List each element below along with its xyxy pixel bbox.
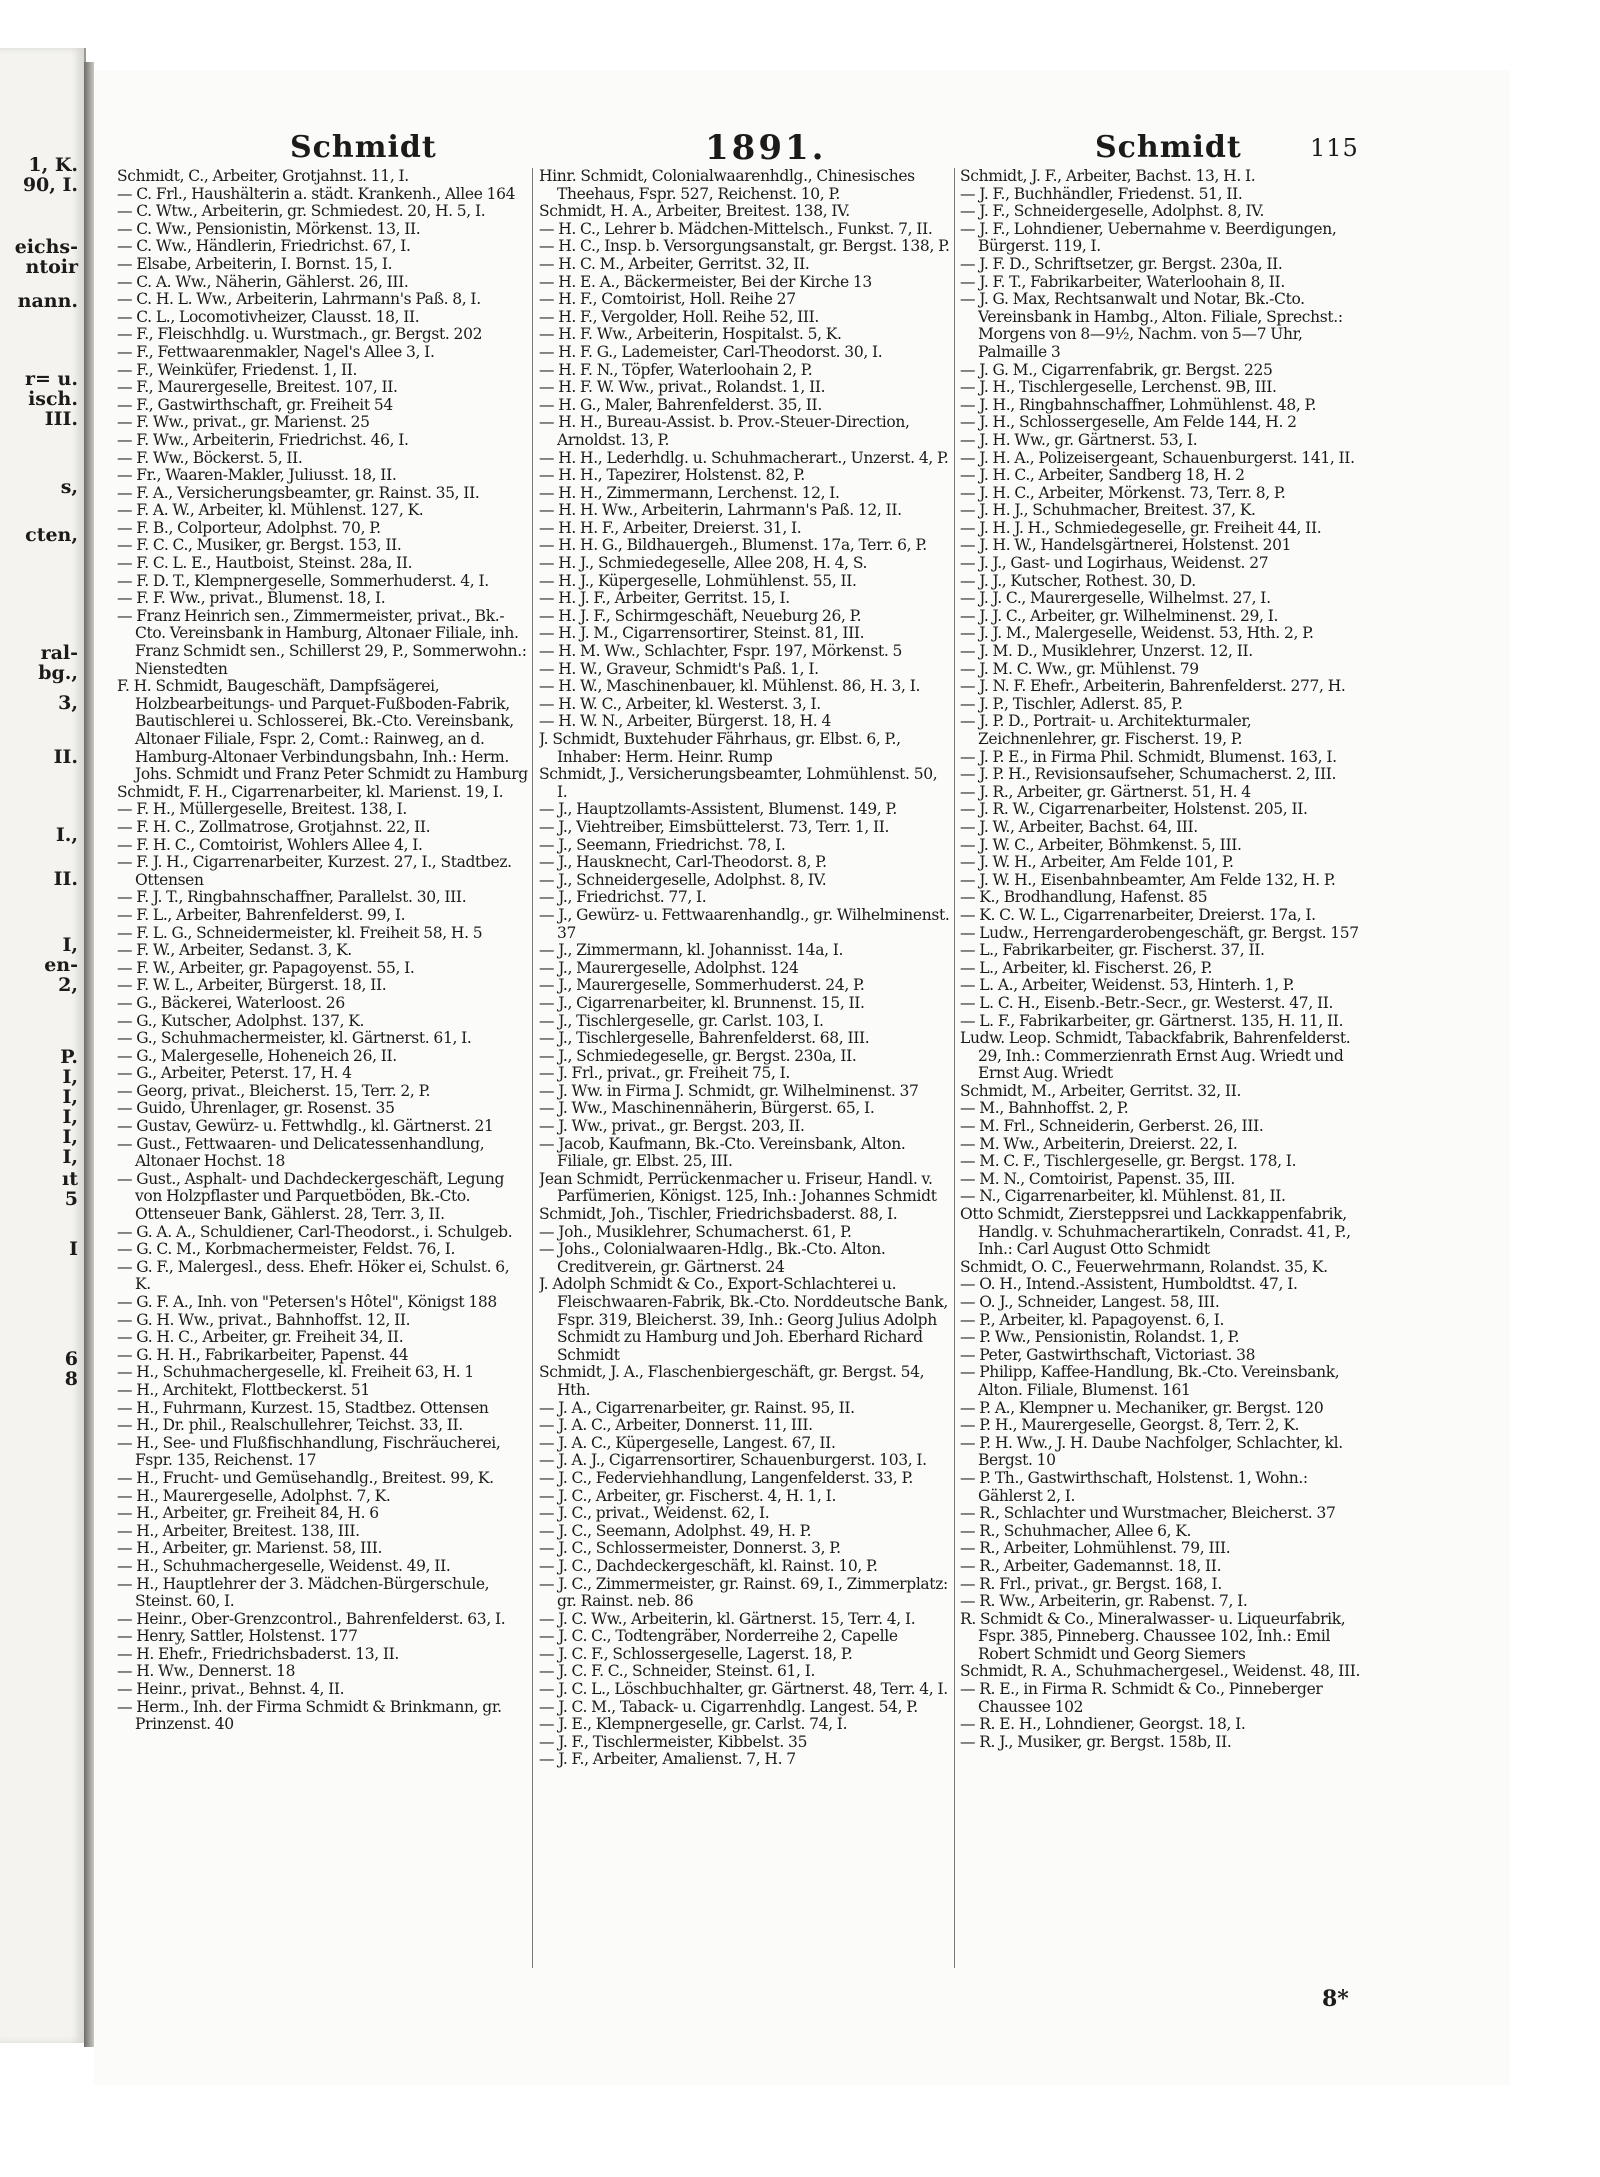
directory-entry: — J. H. C., Arbeiter, Sandberg 18, H. 2 <box>960 466 1245 485</box>
previous-page-fragment: II. <box>53 746 78 768</box>
directory-entry: — H., Maurergeselle, Adolphst. 7, K. <box>117 1486 391 1505</box>
directory-entry: — H. Ww., Dennerst. 18 <box>117 1662 296 1681</box>
directory-entry: — F. W. L., Arbeiter, Bürgerst. 18, II. <box>117 976 387 995</box>
directory-entry: — J. F., Arbeiter, Amalienst. 7, H. 7 <box>539 1750 796 1769</box>
directory-entry: — L., Fabrikarbeiter, gr. Fischerst. 37, II. <box>960 941 1265 960</box>
directory-entry: — F. W., Arbeiter, gr. Papagoyenst. 55, I. <box>117 958 415 977</box>
running-header-left: Schmidt <box>290 130 437 165</box>
directory-entry: Schmidt, J., Versicherungsbeamter, Lohmühlenst. 50, I. <box>539 765 938 801</box>
directory-entry: — G., Bäckerei, Waterloost. 26 <box>117 993 345 1012</box>
directory-entry: — J. C., privat., Weidenst. 62, I. <box>539 1504 770 1523</box>
directory-entry: — R., Schlachter und Wurstmacher, Bleicherst. 37 <box>960 1504 1336 1523</box>
previous-page-fragment: 8 <box>64 1368 78 1390</box>
directory-entry: — H. H. G., Bildhauergeh., Blumenst. 17a, Terr. 6, P. <box>539 536 927 555</box>
directory-entry: — J. H., Tischlergeselle, Lerchenst. 9B, III. <box>960 378 1277 397</box>
directory-entry: — H. W. C., Arbeiter, kl. Westerst. 3, I. <box>539 694 821 713</box>
directory-entry: — Guido, Uhrenlager, gr. Rosenst. 35 <box>117 1099 395 1118</box>
directory-entry: — J. C., Zimmermeister, gr. Rainst. 69, I., Zimmerplatz: gr. Rainst. neb. 86 <box>539 1574 948 1611</box>
directory-entry: — G. H. Ww., privat., Bahnhoffst. 12, II. <box>117 1310 411 1329</box>
directory-entry: — R., Schuhmacher, Allee 6, K. <box>960 1521 1192 1540</box>
directory-entry: — H., Architekt, Flottbeckerst. 51 <box>117 1380 370 1399</box>
directory-entry: — J. J., Kutscher, Rothest. 30, D. <box>960 571 1196 590</box>
directory-entry: — J. H. A., Polizeisergeant, Schauenburgerst. 141, II. <box>960 448 1355 467</box>
directory-entry: Jean Schmidt, Perrückenmacher u. Friseur, Handl. v. Parfümerien, Königst. 125, Inh.: Johannes Schmidt <box>539 1169 937 1206</box>
directory-entry: — J., Tischlergeselle, Bahrenfelderst. 68, III. <box>539 1029 870 1048</box>
directory-entry: — K., Brodhandlung, Hafenst. 85 <box>960 888 1208 907</box>
directory-entry: — R. J., Musiker, gr. Bergst. 158b, II. <box>960 1732 1232 1751</box>
directory-entry: — J. N. F. Ehefr., Arbeiterin, Bahrenfelderst. 277, H. <box>960 677 1346 696</box>
directory-entry: — H., Hauptlehrer der 3. Mädchen-Bürgerschule, Steinst. 60, I. <box>117 1574 490 1611</box>
previous-page-fragment: II. <box>53 868 78 890</box>
directory-entry: — J. A. J., Cigarrensortirer, Schauenburgerst. 103, I. <box>539 1451 927 1470</box>
directory-entry: — J., Maurergeselle, Adolphst. 124 <box>539 958 799 977</box>
previous-page-fragment: nann. <box>17 290 78 312</box>
directory-entry: Schmidt, O. C., Feuerwehrmann, Rolandst. 35, K. <box>960 1257 1328 1276</box>
directory-entry: — H. H., Lederhdlg. u. Schuhmacherart., Unzerst. 4, P. <box>539 448 949 467</box>
previous-page-fragment: isch. <box>28 388 78 410</box>
directory-entry: — L., Arbeiter, kl. Fischerst. 26, P. <box>960 958 1213 977</box>
directory-entry: — L. A., Arbeiter, Weidenst. 53, Hinterh. 1, P. <box>960 976 1295 995</box>
directory-entry: — J. J. C., Arbeiter, gr. Wilhelminenst. 29, I. <box>960 606 1279 625</box>
directory-entry: Otto Schmidt, Ziersteppsrei und Lackkappenfabrik, Handlg. v. Schuhmacherartikeln, Conradst. 41, P., Inh.: Carl August Otto Schmidt <box>960 1205 1351 1259</box>
previous-page-fragment: I., <box>55 824 78 846</box>
directory-entry: — J. C., Schlossermeister, Donnerst. 3, P. <box>539 1539 841 1558</box>
directory-entry: — J. Ww., privat., gr. Bergst. 203, II. <box>539 1117 805 1136</box>
directory-entry: — J. J. M., Malergeselle, Weidenst. 53, Hth. 2, P. <box>960 624 1314 643</box>
directory-entry: — J. Frl., privat., gr. Freiheit 75, I. <box>539 1064 791 1083</box>
directory-entry: — J. P. H., Revisionsaufseher, Schumacherst. 2, III. <box>960 765 1337 784</box>
directory-entry: — J., Cigarrenarbeiter, kl. Brunnenst. 15, II. <box>539 993 865 1012</box>
directory-entry: — H. G., Maler, Bahrenfelderst. 35, II. <box>539 395 822 414</box>
directory-entry: — H. J., Schmiedegeselle, Allee 208, H. 4, S. <box>539 554 868 573</box>
directory-entry: — H. J. F., Arbeiter, Gerritst. 15, I. <box>539 589 790 608</box>
directory-entry: Schmidt, Joh., Tischler, Friedrichsbaderst. 88, I. <box>539 1205 898 1224</box>
directory-entry: — H. F. N., Töpfer, Waterloohain 2, P. <box>539 360 813 379</box>
directory-entry: — H., Arbeiter, gr. Marienst. 58, III. <box>117 1539 383 1558</box>
directory-entry: — M. N., Comtoirist, Papenst. 35, III. <box>960 1169 1235 1188</box>
directory-entry: — F. Ww., privat., gr. Marienst. 25 <box>117 413 370 432</box>
previous-page-fragment: en- <box>44 954 78 976</box>
directory-entry: — Gustav, Gewürz- u. Fettwhdlg., kl. Gärtnerst. 21 <box>117 1117 494 1136</box>
directory-entry: — H. F., Comtoirist, Holl. Reihe 27 <box>539 290 796 309</box>
previous-page-fragment: s, <box>60 476 78 498</box>
directory-entry: — H. M. Ww., Schlachter, Fspr. 197, Mörkenst. 5 <box>539 642 903 661</box>
directory-entry: — H. F. W. Ww., privat., Rolandst. 1, II. <box>539 378 826 397</box>
previous-page-fragment: 90, I. <box>22 174 78 196</box>
directory-entry: — P., Arbeiter, kl. Papagoyenst. 6, I. <box>960 1310 1225 1329</box>
directory-entry: — F., Gastwirthschaft, gr. Freiheit 54 <box>117 395 393 414</box>
previous-page-fragment: ntoir <box>25 256 78 278</box>
directory-entry: — R. Frl., privat., gr. Bergst. 168, I. <box>960 1574 1222 1593</box>
directory-entry: — F. H. C., Comtoirist, Wohlers Allee 4, I. <box>117 835 423 854</box>
directory-entry: — R. Ww., Arbeiterin, gr. Rabenst. 7, I. <box>960 1592 1248 1611</box>
directory-entry: — H. W. N., Arbeiter, Bürgerst. 18, H. 4 <box>539 712 831 731</box>
column-3 <box>960 168 1368 1968</box>
previous-page-fragment: eichs- <box>14 236 78 258</box>
directory-entry: — Peter, Gastwirthschaft, Victoriast. 38 <box>960 1345 1256 1364</box>
previous-page-fragment: 6 <box>64 1348 78 1370</box>
directory-entry: — H. H., Zimmermann, Lerchenst. 12, I. <box>539 483 840 502</box>
directory-entry: — H. F., Vergolder, Holl. Reihe 52, III. <box>539 307 820 326</box>
directory-entry: — H. J. F., Schirmgeschäft, Neueburg 26, P. <box>539 606 862 625</box>
directory-entry: — G. A. A., Schuldiener, Carl-Theodorst., i. Schulgeb. <box>117 1222 513 1241</box>
directory-entry: — J., Maurergeselle, Sommerhuderst. 24, P. <box>539 976 865 995</box>
directory-entry: — J. H. Ww., gr. Gärtnerst. 53, I. <box>960 430 1198 449</box>
directory-entry: — Gust., Fettwaaren- und Delicatessenhandlung, Altonaer Hochst. 18 <box>117 1134 485 1171</box>
directory-entry: — J. R. W., Cigarrenarbeiter, Holstenst. 205, II. <box>960 800 1308 819</box>
directory-entry: — K. C. W. L., Cigarrenarbeiter, Dreierst. 17a, I. <box>960 905 1316 924</box>
directory-entry: — F., Fleischhdlg. u. Wurstmach., gr. Bergst. 202 <box>117 325 483 344</box>
directory-entry: Hinr. Schmidt, Colonialwaarenhdlg., Chinesisches Theehaus, Fspr. 527, Reichenst. 10, P. <box>539 168 915 203</box>
directory-entry: R. Schmidt & Co., Mineralwasser- u. Liqueurfabrik, Fspr. 385, Pinneberg. Chaussee 102, Inh.: Emil Robert Schmidt und Georg Siemers <box>960 1609 1346 1663</box>
directory-entry: — R., Arbeiter, Lohmühlenst. 79, III. <box>960 1539 1231 1558</box>
directory-entry: — H. C., Lehrer b. Mädchen-Mittelsch., Funkst. 7, II. <box>539 219 933 238</box>
directory-entry: Schmidt, H. A., Arbeiter, Breitest. 138, IV. <box>539 202 850 221</box>
directory-entry: — J. A., Cigarrenarbeiter, gr. Rainst. 95, II. <box>539 1398 855 1417</box>
directory-entry: — C. Ww., Händlerin, Friedrichst. 67, I. <box>117 237 411 256</box>
directory-entry: — J., Seemann, Friedrichst. 78, I. <box>539 835 786 854</box>
directory-entry: — C. A. Ww., Näherin, Gählerst. 26, III. <box>117 272 409 291</box>
directory-entry: — G. H. H., Fabrikarbeiter, Papenst. 44 <box>117 1345 409 1364</box>
directory-entry: — J. F., Lohndiener, Uebernahme v. Beerdigungen, Bürgerst. 119, I. <box>960 219 1337 256</box>
directory-entry: J. Schmidt, Buxtehuder Fährhaus, gr. Elbst. 6, P., Inhaber: Herm. Heinr. Rump <box>539 730 901 766</box>
directory-entry: — J. C. C., Todtengräber, Norderreihe 2, Capelle <box>539 1627 898 1646</box>
directory-entry: — Fr., Waaren-Makler, Juliusst. 18, II. <box>117 466 397 485</box>
directory-entry: — J. H. J. H., Schmiedegeselle, gr. Freiheit 44, II. <box>960 518 1322 537</box>
directory-entry: — J. F., Schneidergeselle, Adolphst. 8, IV. <box>960 202 1265 221</box>
directory-entry: — Joh., Musiklehrer, Schumacherst. 61, P. <box>539 1222 852 1241</box>
directory-entry: — G. C. M., Korbmachermeister, Feldst. 76, I. <box>117 1240 456 1259</box>
directory-entry: — J. G. M., Cigarrenfabrik, gr. Bergst. 225 <box>960 360 1273 379</box>
directory-entry: — Heinr., Ober-Grenzcontrol., Bahrenfelderst. 63, I. <box>117 1609 506 1628</box>
previous-page-fragment: bg., <box>38 662 78 684</box>
directory-entry: — J., Schneidergeselle, Adolphst. 8, IV. <box>539 870 827 889</box>
previous-page-fragment: ral- <box>40 642 78 664</box>
directory-entry: — J. C., Federviehhandlung, Langenfelderst. 33, P. <box>539 1468 913 1487</box>
directory-entry: — J. A. C., Arbeiter, Donnerst. 11, III. <box>539 1416 813 1435</box>
directory-entry: — J. J., Gast- und Logirhaus, Weidenst. 27 <box>960 554 1269 573</box>
directory-entry: — G., Arbeiter, Peterst. 17, H. 4 <box>117 1064 352 1083</box>
directory-entry: — H. C. M., Arbeiter, Gerritst. 32, II. <box>539 254 810 273</box>
previous-page-fragment: I, <box>62 1126 78 1148</box>
directory-entry: — J. Ww., Maschinennäherin, Bürgerst. 65, I. <box>539 1099 875 1118</box>
directory-entry: — H., Frucht- und Gemüsehandlg., Breitest. 99, K. <box>117 1468 494 1487</box>
directory-entry: — J., Gewürz- u. Fettwaarenhandlg., gr. Wilhelminenst. 37 <box>539 905 950 942</box>
directory-entry: — J. W. C., Arbeiter, Böhmkenst. 5, III. <box>960 835 1242 854</box>
directory-entry: — H. J., Küpergeselle, Lohmühlenst. 55, II. <box>539 571 857 590</box>
directory-entry: — C. Frl., Haushälterin a. städt. Krankenh., Allee 164 <box>117 184 516 203</box>
directory-entry: — J., Friedrichst. 77, I. <box>539 888 707 907</box>
directory-entry: — Ludw., Herrengarderobengeschäft, gr. Bergst. 157 <box>960 923 1359 942</box>
directory-entry: — J. C., Arbeiter, gr. Fischerst. 4, H. 1, I. <box>539 1486 837 1505</box>
column-rule <box>954 168 955 1968</box>
directory-entry: — F. H. C., Zollmatrose, Grotjahnst. 22, II. <box>117 817 431 836</box>
directory-entry: — F. A. W., Arbeiter, kl. Mühlenst. 127, K. <box>117 501 424 520</box>
directory-entry: — J. C. Ww., Arbeiterin, kl. Gärtnerst. 15, Terr. 4, I. <box>539 1609 916 1628</box>
directory-entry: — M., Bahnhoffst. 2, P. <box>960 1099 1129 1118</box>
directory-entry: — J. F., Tischlermeister, Kibbelst. 35 <box>539 1732 808 1751</box>
directory-entry: — F. C. L. E., Hautboist, Steinst. 28a, II. <box>117 554 413 573</box>
previous-page-fragment: 3, <box>58 692 78 714</box>
directory-entry: — J. H. C., Arbeiter, Mörkenst. 73, Terr. 8, P. <box>960 483 1286 502</box>
directory-entry: — Elsabe, Arbeiterin, I. Bornst. 15, I. <box>117 254 393 273</box>
previous-page-fragment: I <box>69 1238 78 1260</box>
directory-entry: — J. P. E., in Firma Phil. Schmidt, Blumenst. 163, I. <box>960 747 1337 766</box>
directory-entry: — F. A., Versicherungsbeamter, gr. Rainst. 35, II. <box>117 483 480 502</box>
directory-entry: — J. A. C., Küpergeselle, Langest. 67, II. <box>539 1433 836 1452</box>
directory-entry: — H., Arbeiter, Breitest. 138, III. <box>117 1521 360 1540</box>
column-rule <box>532 168 533 1968</box>
directory-entry: — P. Ww., Pensionistin, Rolandst. 1, P. <box>960 1328 1240 1347</box>
directory-entry: — J. H., Schlossergeselle, Am Felde 144, H. 2 <box>960 413 1297 432</box>
directory-entry: — J. C. L., Löschbuchhalter, gr. Gärtnerst. 48, Terr. 4, I. <box>539 1680 948 1699</box>
directory-entry: — G., Kutscher, Adolphst. 137, K. <box>117 1011 365 1030</box>
directory-entry: — Georg, privat., Bleicherst. 15, Terr. 2, P. <box>117 1081 431 1100</box>
directory-entry: — N., Cigarrenarbeiter, kl. Mühlenst. 81, II. <box>960 1187 1286 1206</box>
directory-entry: — H., See- und Flußfischhandlung, Fischräucherei, Fspr. 135, Reichenst. 17 <box>117 1433 501 1470</box>
directory-entry: — Jacob, Kaufmann, Bk.-Cto. Vereinsbank, Alton. Filiale, gr. Elbst. 25, III. <box>539 1134 906 1171</box>
directory-entry: Ludw. Leop. Schmidt, Tabackfabrik, Bahrenfelderst. 29, Inh.: Commerzienrath Ernst Aug. Wriedt und Ernst Aug. Wriedt <box>960 1029 1351 1083</box>
directory-entry: — H. C., Insp. b. Versorgungsanstalt, gr. Bergst. 138, P. <box>539 237 950 256</box>
directory-entry: — J. F., Buchhändler, Friedenst. 51, II. <box>960 184 1243 203</box>
directory-entry: — F. Ww., Arbeiterin, Friedrichst. 46, I. <box>117 430 409 449</box>
directory-entry: — J. J. C., Maurergeselle, Wilhelmst. 27, I. <box>960 589 1271 608</box>
directory-entry: — F. D. T., Klempnergeselle, Sommerhuderst. 4, I. <box>117 571 489 590</box>
directory-entry: — J., Hausknecht, Carl-Theodorst. 8, P. <box>539 853 827 872</box>
directory-entry: — R., Arbeiter, Gademannst. 18, II. <box>960 1556 1222 1575</box>
directory-entry: — J. R., Arbeiter, gr. Gärtnerst. 51, H. 4 <box>960 782 1251 801</box>
directory-entry: — C. Ww., Pensionistin, Mörkenst. 13, II. <box>117 219 421 238</box>
directory-entry: — J. C., Dachdeckergeschäft, kl. Rainst. 10, P. <box>539 1556 878 1575</box>
directory-entry: F. H. Schmidt, Baugeschäft, Dampfsägerei, Holzbearbeitungs- und Parquet-Fußboden-Fabrik, Bautischlerei u. Schlosserei, Bk.-Cto. Vereinsbank, Altonaer Filiale, Fspr. 2, Comt.: Rainweg, an d. Hamburg-Altonaer Verbindungsbahn, Inh.: Herm. Johs. Schmidt und Franz Peter Schmidt zu Hamburg <box>117 677 528 784</box>
directory-entry: — P. A., Klempner u. Mechaniker, gr. Bergst. 120 <box>960 1398 1324 1417</box>
directory-entry: — H. H., Bureau-Assist. b. Prov.-Steuer-Direction, Arnoldst. 13, P. <box>539 413 910 449</box>
directory-entry: — L. F., Fabrikarbeiter, gr. Gärtnerst. 135, H. 11, II. <box>960 1011 1344 1030</box>
directory-entry: — F. F. Ww., privat., Blumenst. 18, I. <box>117 589 386 608</box>
directory-entry: — H. H. F., Arbeiter, Dreierst. 31, I. <box>539 518 802 537</box>
directory-entry: — J. C. F., Schlossergeselle, Lagerst. 18, P. <box>539 1644 853 1663</box>
directory-entry: — F. B., Colporteur, Adolphst. 70, P. <box>117 518 381 537</box>
page-number: 115 <box>1310 134 1359 162</box>
running-header-right: Schmidt <box>1095 130 1242 165</box>
directory-entry: — H., Schuhmachergeselle, Weidenst. 49, II. <box>117 1556 451 1575</box>
directory-entry: Schmidt, J. A., Flaschenbiergeschäft, gr. Bergst. 54, Hth. <box>539 1363 925 1399</box>
directory-entry: Schmidt, J. F., Arbeiter, Bachst. 13, H. I. <box>960 168 1256 185</box>
directory-entry: — H. F. Ww., Arbeiterin, Hospitalst. 5, K. <box>539 325 842 344</box>
book-gutter <box>84 62 94 2047</box>
directory-entry: — G., Malergeselle, Hoheneich 26, II. <box>117 1046 397 1065</box>
directory-entry: — H. J. M., Cigarrensortirer, Steinst. 81, III. <box>539 624 865 643</box>
directory-entry: — J. C. M., Taback- u. Cigarrenhdlg. Langest. 54, P. <box>539 1697 918 1716</box>
column-1 <box>117 168 529 1968</box>
directory-entry: — J. M. D., Musiklehrer, Unzerst. 12, II. <box>960 642 1253 661</box>
directory-entry: — F. L. G., Schneidermeister, kl. Freiheit 58, H. 5 <box>117 923 483 942</box>
directory-entry: Schmidt, C., Arbeiter, Grotjahnst. 11, I. <box>117 168 409 185</box>
directory-entry: — J. M. C. Ww., gr. Mühlenst. 79 <box>960 659 1199 678</box>
directory-entry: — G., Schuhmachermeister, kl. Gärtnerst. 61, I. <box>117 1029 472 1048</box>
directory-entry: — O. H., Intend.-Assistent, Humboldtst. 47, I. <box>960 1275 1298 1294</box>
directory-entry: — F. W., Arbeiter, Sedanst. 3, K. <box>117 941 352 960</box>
directory-entry: — J. C., Seemann, Adolphst. 49, H. P. <box>539 1521 812 1540</box>
column-2 <box>539 168 950 1968</box>
previous-page-fragment: I, <box>62 1106 78 1128</box>
previous-page-edge <box>0 48 86 2043</box>
running-header-year: 1891. <box>705 128 827 168</box>
directory-entry: — G. H. C., Arbeiter, gr. Freiheit 34, II. <box>117 1328 404 1347</box>
directory-entry: — J. H. J., Schuhmacher, Breitest. 37, K. <box>960 501 1256 520</box>
directory-entry: — H., Schuhmachergeselle, kl. Freiheit 63, H. 1 <box>117 1363 474 1382</box>
directory-entry: — C. Wtw., Arbeiterin, gr. Schmiedest. 20, H. 5, I. <box>117 202 486 221</box>
sheet-signature: 8* <box>1322 1986 1349 2012</box>
previous-page-fragment: I, <box>62 1146 78 1168</box>
directory-entry: — M. Frl., Schneiderin, Gerberst. 26, III. <box>960 1117 1264 1136</box>
directory-entry: — J. W. H., Eisenbahnbeamter, Am Felde 132, H. P. <box>960 870 1336 889</box>
directory-entry: — H., Arbeiter, gr. Freiheit 84, H. 6 <box>117 1504 379 1523</box>
previous-page-fragment: ıt <box>62 1168 78 1190</box>
directory-entry: — J., Zimmermann, kl. Johannisst. 14a, I. <box>539 941 844 960</box>
directory-entry: — F., Fettwaarenmakler, Nagel's Allee 3, I. <box>117 342 435 361</box>
directory-entry: — H. H. Ww., Arbeiterin, Lahrmann's Paß. 12, II. <box>539 501 902 520</box>
directory-entry: — H. W., Maschinenbauer, kl. Mühlenst. 86, H. 3, I. <box>539 677 921 696</box>
previous-page-fragment: cten, <box>25 524 78 546</box>
directory-entry: — Philipp, Kaffee-Handlung, Bk.-Cto. Vereinsbank, Alton. Filiale, Blumenst. 161 <box>960 1363 1340 1399</box>
directory-entry: — F. H., Müllergeselle, Breitest. 138, I. <box>117 800 407 819</box>
directory-entry: — H., Fuhrmann, Kurzest. 15, Stadtbez. Ottensen <box>117 1398 489 1417</box>
previous-page-fragment: I, <box>62 1086 78 1108</box>
directory-entry: — Gust., Asphalt- und Dachdeckergeschäft, Legung von Holzpflaster und Parquetböden, Bk.-Cto. Ottenseuer Bank, Gählerst. 28, Terr. 3, II. <box>117 1169 505 1224</box>
directory-entry: — J. P., Tischler, Adlerst. 85, P. <box>960 694 1183 713</box>
directory-entry: Schmidt, R. A., Schuhmachergesel., Weidenst. 48, III. <box>960 1662 1361 1681</box>
directory-entry: — J., Tischlergeselle, gr. Carlst. 103, I. <box>539 1011 824 1030</box>
directory-entry: — H. H., Tapezirer, Holstenst. 82, P. <box>539 466 805 485</box>
previous-page-fragment: 5 <box>64 1188 78 1210</box>
directory-entry: — J. F. D., Schriftsetzer, gr. Bergst. 230a, II. <box>960 254 1283 273</box>
directory-entry: — J., Viehtreiber, Eimsbüttelerst. 73, Terr. 1, II. <box>539 817 890 836</box>
directory-entry: — F., Weinküfer, Friedenst. 1, II. <box>117 360 358 379</box>
directory-entry: — F. C. C., Musiker, gr. Bergst. 153, II. <box>117 536 402 555</box>
directory-entry: — F. J. H., Cigarrenarbeiter, Kurzest. 27, I., Stadtbez. Ottensen <box>117 853 512 889</box>
directory-entry: — H. Ehefr., Friedrichsbaderst. 13, II. <box>117 1644 399 1663</box>
directory-entry: Schmidt, M., Arbeiter, Gerritst. 32, II. <box>960 1081 1242 1100</box>
directory-entry: — H. W., Graveur, Schmidt's Paß. 1, I. <box>539 659 819 678</box>
directory-entry: — Herm., Inh. der Firma Schmidt & Brinkmann, gr. Prinzenst. 40 <box>117 1697 502 1734</box>
directory-entry: — H. E. A., Bäckermeister, Bei der Kirche 13 <box>539 272 872 291</box>
directory-entry: — J. E., Klempnergeselle, gr. Carlst. 74, I. <box>539 1715 848 1734</box>
directory-entry: — H., Dr. phil., Realschullehrer, Teichst. 33, II. <box>117 1416 463 1435</box>
directory-entry: — F., Maurergeselle, Breitest. 107, II. <box>117 378 398 397</box>
directory-entry: — R. E. H., Lohndiener, Georgst. 18, I. <box>960 1715 1246 1734</box>
previous-page-fragment: r= u. <box>25 368 78 390</box>
previous-page-fragment: 1, K. <box>28 154 78 176</box>
directory-entry: — J. H. W., Handelsgärtnerei, Holstenst. 201 <box>960 536 1292 555</box>
directory-entry: — P. H. Ww., J. H. Daube Nachfolger, Schlachter, kl. Bergst. 10 <box>960 1433 1343 1470</box>
directory-entry: — F. L., Arbeiter, Bahrenfelderst. 99, I. <box>117 905 406 924</box>
directory-entry: — J. Ww. in Firma J. Schmidt, gr. Wilhelminenst. 37 <box>539 1081 919 1100</box>
directory-entry: — Johs., Colonialwaaren-Hdlg., Bk.-Cto. Alton. Creditverein, gr. Gärtnerst. 24 <box>539 1240 886 1276</box>
directory-entry: — Henry, Sattler, Holstenst. 177 <box>117 1627 358 1646</box>
directory-entry: — R. E., in Firma R. Schmidt & Co., Pinneberger Chaussee 102 <box>960 1680 1323 1716</box>
directory-entry: — J. W. H., Arbeiter, Am Felde 101, P. <box>960 853 1234 872</box>
directory-entry: — M. C. F., Tischlergeselle, gr. Bergst. 178, I. <box>960 1152 1297 1171</box>
previous-page-fragment: III. <box>44 408 78 430</box>
previous-page-fragment: P. <box>60 1046 78 1068</box>
directory-entry: — H. F. G., Lademeister, Carl-Theodorst. 30, I. <box>539 342 883 361</box>
directory-entry: — O. J., Schneider, Langest. 58, III. <box>960 1293 1220 1311</box>
directory-entry: — J. P. D., Portrait- u. Architekturmaler, Zeichnenlehrer, gr. Fischerst. 19, P. <box>960 712 1252 748</box>
directory-entry: — J., Hauptzollamts-Assistent, Blumenst. 149, P. <box>539 800 897 819</box>
directory-entry: J. Adolph Schmidt & Co., Export-Schlachterei u. Fleischwaaren-Fabrik, Bk.-Cto. Norddeutsche Bank, Fspr. 319, Bleicherst. 39, Inh.: Georg Julius Adolph Schmidt zu Hamburg und Joh. Eberhard Richard Schmidt <box>539 1275 948 1364</box>
directory-entry: — J., Schmiedegeselle, gr. Bergst. 230a, II. <box>539 1046 857 1065</box>
directory-entry: — G. F. A., Inh. von "Petersen's Hôtel", Königst 188 <box>117 1293 497 1311</box>
directory-entry: — J. H., Ringbahnschaffner, Lohmühlenst. 48, P. <box>960 395 1317 414</box>
previous-page-fragment: I, <box>62 1066 78 1088</box>
directory-entry: — P. Th., Gastwirthschaft, Holstenst. 1, Wohn.: Gählerst 2, I. <box>960 1468 1308 1505</box>
directory-entry: — Franz Heinrich sen., Zimmermeister, privat., Bk.-Cto. Vereinsbank in Hamburg, Altonaer Filiale, inh. Franz Schmidt sen., Schillerst 29, P., Sommerwohn.: Nienstedten <box>117 606 527 678</box>
directory-entry: — J. F. T., Fabrikarbeiter, Waterloohain 8, II. <box>960 272 1285 291</box>
directory-entry: — L. C. H., Eisenb.-Betr.-Secr., gr. Westerst. 47, II. <box>960 993 1334 1012</box>
directory-entry: — F. Ww., Böckerst. 5, II. <box>117 448 303 467</box>
directory-entry: — F. J. T., Ringbahnschaffner, Parallelst. 30, III. <box>117 888 467 907</box>
directory-entry: — G. F., Malergesl., dess. Ehefr. Höker ei, Schulst. 6, K. <box>117 1257 510 1294</box>
directory-entry: — J. G. Max, Rechtsanwalt und Notar, Bk.-Cto. Vereinsbank in Hambg., Alton. Filiale, Sprechst.: Morgens von 8—9½, Nachm. von 5—7 Uhr, Palmaille 3 <box>960 290 1343 361</box>
directory-entry: — C. L., Locomotivheizer, Clausst. 18, II. <box>117 307 420 326</box>
previous-page-fragment: I, <box>62 934 78 956</box>
directory-entry: — P. H., Maurergeselle, Georgst. 8, Terr. 2, K. <box>960 1416 1300 1435</box>
directory-entry: — J. C. F. C., Schneider, Steinst. 61, I. <box>539 1662 816 1681</box>
directory-entry: — C. H. L. Ww., Arbeiterin, Lahrmann's Paß. 8, I. <box>117 290 481 309</box>
directory-entry: — J. W., Arbeiter, Bachst. 64, III. <box>960 817 1198 836</box>
directory-entry: — M. Ww., Arbeiterin, Dreierst. 22, I. <box>960 1134 1238 1153</box>
directory-entry: — Heinr., privat., Behnst. 4, II. <box>117 1680 345 1699</box>
previous-page-fragment: 2, <box>58 974 78 996</box>
directory-entry: Schmidt, F. H., Cigarrenarbeiter, kl. Marienst. 19, I. <box>117 782 504 801</box>
